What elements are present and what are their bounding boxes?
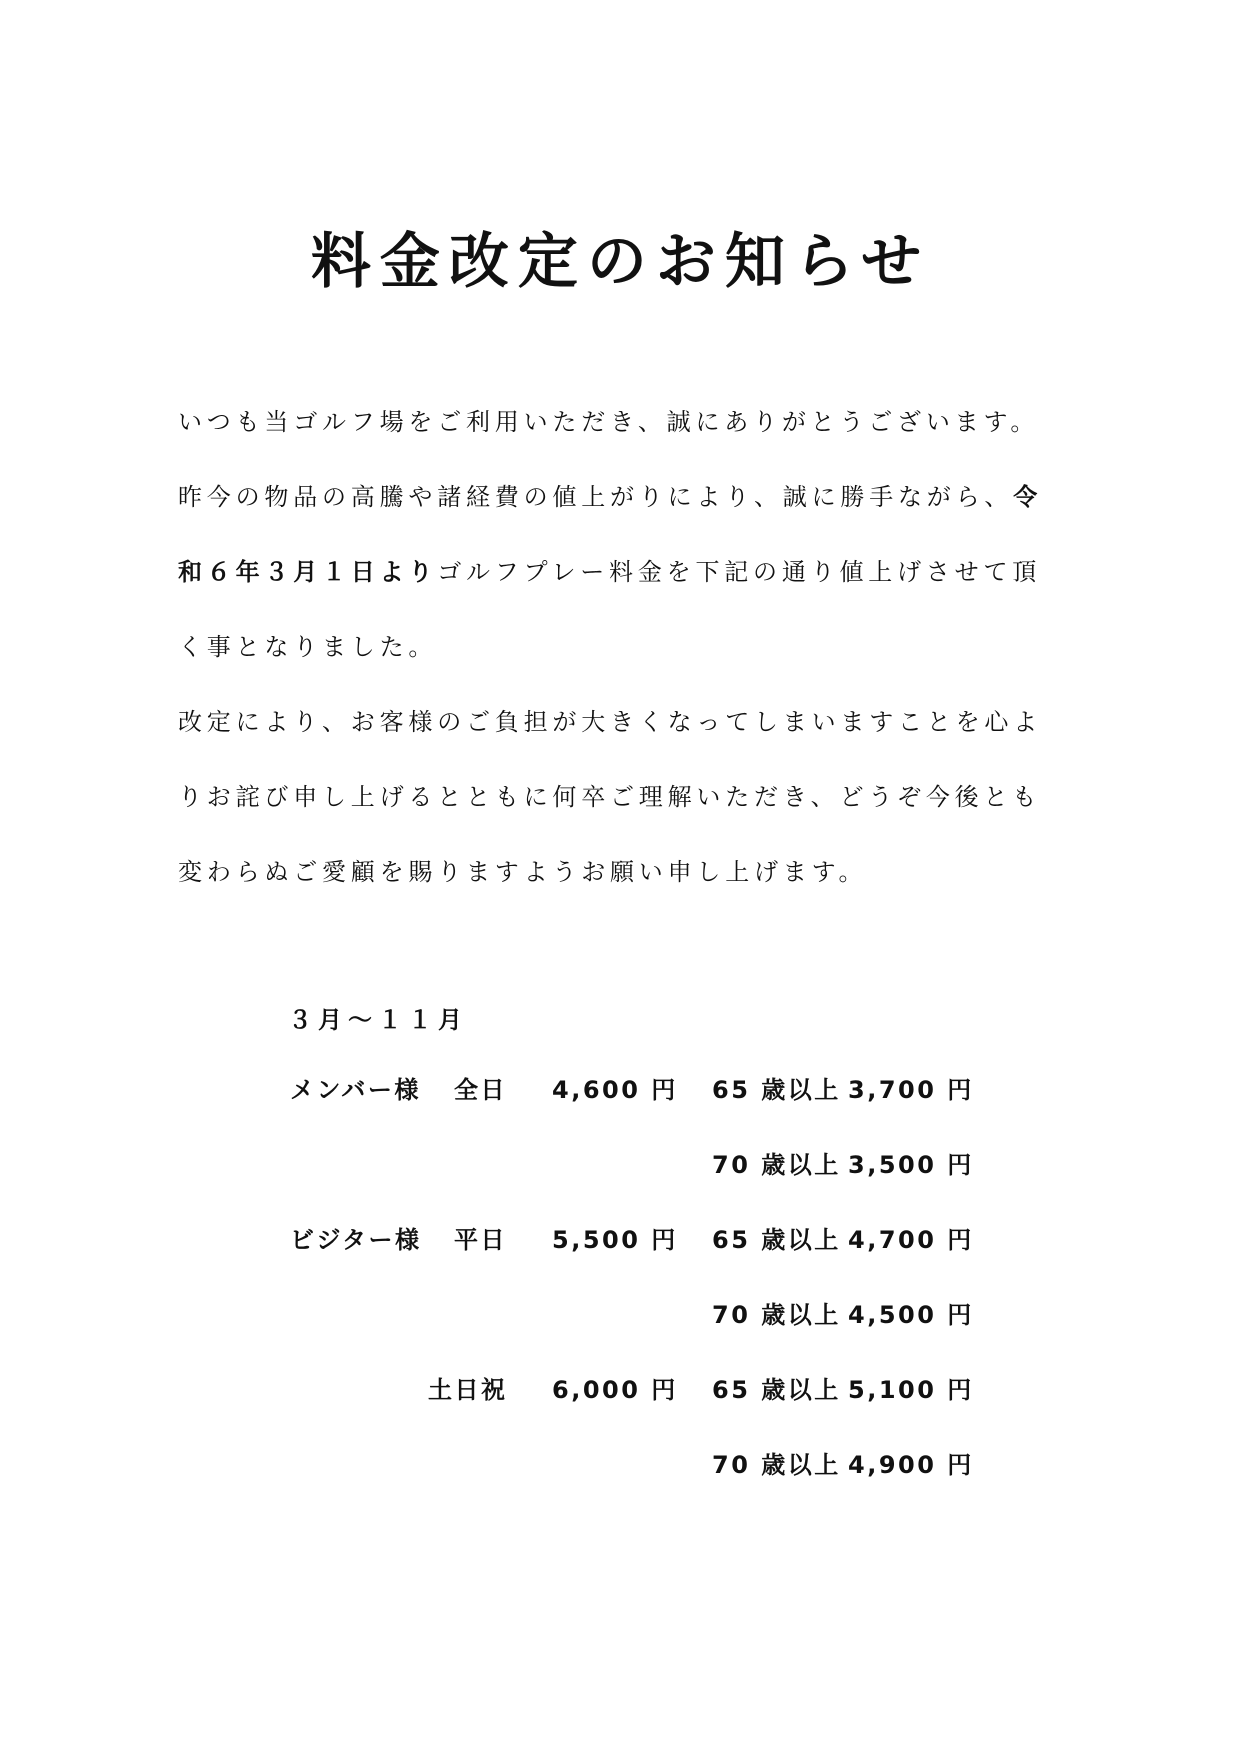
member-type: メンバー様 [290,1076,421,1104]
announcement-text-after: ゴルフプレー料金を下記の通り値上げさせて頂く事となりました。 [178,558,1042,661]
intro-text [178,385,1068,910]
senior-price: 4,700 円 [848,1226,974,1254]
age-category: 70 歳以上 [712,1451,841,1479]
announcement-paragraph [178,460,1068,685]
price-row [0,1445,1241,1485]
regular-price: 5,500 円 [552,1226,678,1254]
announcement-text-before: 昨今の物品の高騰や諸経費の値上がりにより、誠に勝手ながら、 [178,483,1014,511]
price-row [0,1070,1241,1110]
senior-price: 3,500 円 [848,1151,974,1179]
age-category: 70 歳以上 [712,1151,841,1179]
price-row [0,1370,1241,1410]
regular-price: 6,000 円 [552,1376,678,1404]
member-type: ビジター様 [290,1226,422,1254]
price-row [0,1220,1241,1260]
price-row [0,1145,1241,1185]
senior-price: 4,500 円 [848,1301,974,1329]
age-category: 70 歳以上 [712,1301,841,1329]
senior-price: 5,100 円 [848,1376,974,1404]
apology-paragraph: 改定により、お客様のご負担が大きくなってしまいますことを心よりお詫び申し上げるとともに何卒ご理解いただき、どうぞ今後とも変わらぬご愛顧を賜りますようお願い申し上げます。 [178,708,1042,886]
regular-price: 4,600 円 [552,1076,678,1104]
day-type: 土日祝 [428,1376,508,1404]
senior-price: 4,900 円 [848,1451,974,1479]
age-category: 65 歳以上 [712,1076,841,1104]
season-heading: ３月～１１月 [288,1006,468,1034]
age-category: 65 歳以上 [712,1376,841,1404]
page-title: 料金改定のお知らせ [310,227,931,297]
senior-price: 3,700 円 [848,1076,974,1104]
greeting-paragraph: いつも当ゴルフ場をご利用いただき、誠にありがとうございます。 [178,408,1040,436]
day-type: 平日 [454,1226,507,1254]
age-category: 65 歳以上 [712,1226,841,1254]
day-type: 全日 [454,1076,507,1104]
price-row [0,1295,1241,1335]
effective-date: 令和６年３月１日より [178,483,1043,586]
